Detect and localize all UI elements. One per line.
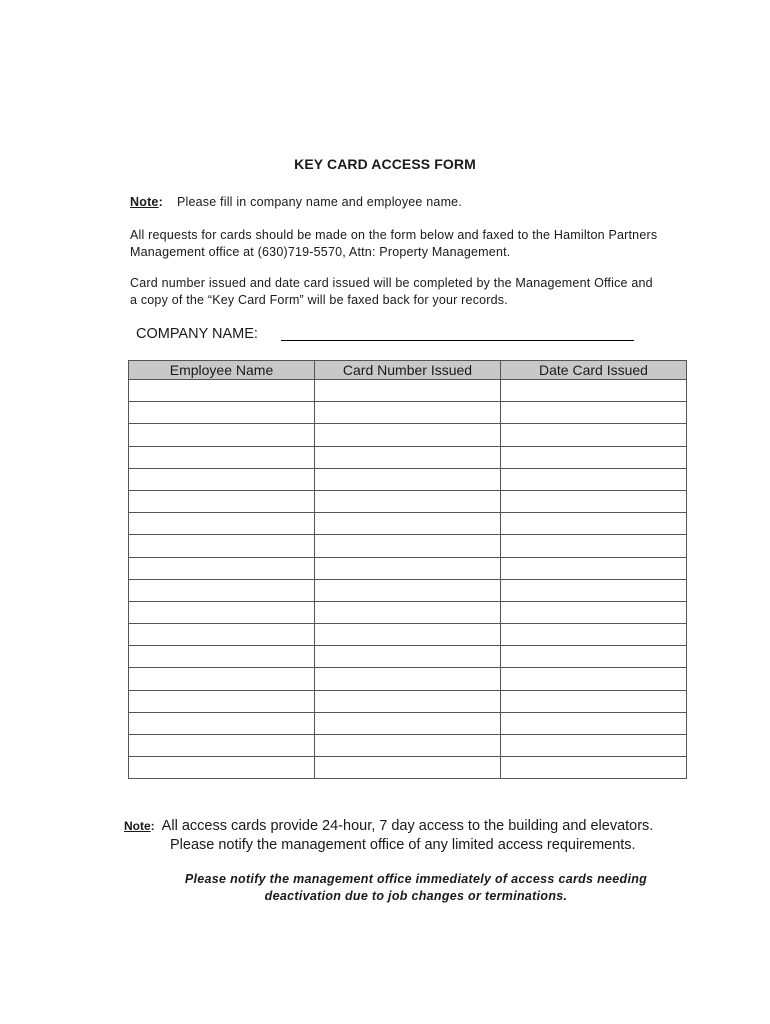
date-issued-cell[interactable] <box>501 402 687 424</box>
card-number-cell[interactable] <box>315 380 501 402</box>
table-row <box>129 757 687 779</box>
date-issued-cell[interactable] <box>501 468 687 490</box>
card-number-cell[interactable] <box>315 490 501 512</box>
date-issued-cell[interactable] <box>501 490 687 512</box>
card-number-cell[interactable] <box>315 535 501 557</box>
card-number-cell[interactable] <box>315 757 501 779</box>
card-number-cell[interactable] <box>315 668 501 690</box>
company-name-field[interactable] <box>281 340 634 341</box>
card-number-cell[interactable] <box>315 735 501 757</box>
employee-name-cell[interactable] <box>129 490 315 512</box>
employee-name-cell[interactable] <box>129 601 315 623</box>
date-issued-cell[interactable] <box>501 601 687 623</box>
card-number-header: Card Number Issued <box>315 361 501 380</box>
employee-name-cell[interactable] <box>129 468 315 490</box>
employee-name-cell[interactable] <box>129 624 315 646</box>
access-note-line-2: Please notify the management office of any limited access requirements. <box>170 837 636 853</box>
card-number-cell[interactable] <box>315 557 501 579</box>
date-issued-cell[interactable] <box>501 513 687 535</box>
note-text: Please fill in company name and employee name. <box>176 195 463 209</box>
table-row <box>129 712 687 734</box>
date-issued-cell[interactable] <box>501 668 687 690</box>
date-issued-cell[interactable] <box>501 690 687 712</box>
employee-name-cell[interactable] <box>129 668 315 690</box>
date-issued-cell[interactable] <box>501 712 687 734</box>
table-row <box>129 490 687 512</box>
table-row <box>129 468 687 490</box>
deactivation-notice-line-1: Please notify the management office immediately of access cards needing <box>184 872 648 886</box>
deactivation-notice <box>0 871 770 905</box>
table-row <box>129 446 687 468</box>
date-issued-cell[interactable] <box>501 446 687 468</box>
table-row <box>129 668 687 690</box>
date-issued-cell[interactable] <box>501 535 687 557</box>
employee-name-header: Employee Name <box>129 361 315 380</box>
card-number-cell[interactable] <box>315 468 501 490</box>
employee-name-cell[interactable] <box>129 712 315 734</box>
employee-name-cell[interactable] <box>129 690 315 712</box>
date-issued-cell[interactable] <box>501 646 687 668</box>
access-note-label: Note <box>124 819 151 833</box>
table-body <box>129 380 687 779</box>
card-number-cell[interactable] <box>315 402 501 424</box>
card-number-cell[interactable] <box>315 513 501 535</box>
note-label: Note <box>130 195 159 209</box>
date-issued-cell[interactable] <box>501 757 687 779</box>
table-row <box>129 402 687 424</box>
table-row <box>129 735 687 757</box>
table-header-row <box>129 361 687 380</box>
card-number-cell[interactable] <box>315 424 501 446</box>
table-row <box>129 601 687 623</box>
form-title: KEY CARD ACCESS FORM <box>294 156 476 172</box>
employee-name-cell[interactable] <box>129 535 315 557</box>
date-issued-cell[interactable] <box>501 624 687 646</box>
employee-name-cell[interactable] <box>129 402 315 424</box>
date-issued-header: Date Card Issued <box>501 361 687 380</box>
card-number-cell[interactable] <box>315 601 501 623</box>
access-note-line-1: All access cards provide 24-hour, 7 day access to the building and elevators. <box>161 818 654 834</box>
card-number-cell[interactable] <box>315 712 501 734</box>
completion-instructions <box>130 275 710 309</box>
date-issued-cell[interactable] <box>501 424 687 446</box>
deactivation-notice-line-2: deactivation due to job changes or terminations. <box>264 889 568 903</box>
access-note <box>124 817 653 855</box>
fax-instructions <box>130 227 710 261</box>
access-note-colon: : <box>150 819 155 833</box>
table-row <box>129 646 687 668</box>
fax-instructions-line-2: Management office at (630)719-5570, Attn: Property Management. <box>130 245 511 259</box>
employee-name-cell[interactable] <box>129 380 315 402</box>
date-issued-cell[interactable] <box>501 735 687 757</box>
company-employee-note <box>130 194 710 211</box>
date-issued-cell[interactable] <box>501 380 687 402</box>
note-colon: : <box>158 195 163 209</box>
table-row <box>129 557 687 579</box>
table-row <box>129 535 687 557</box>
date-issued-cell[interactable] <box>501 579 687 601</box>
employee-name-cell[interactable] <box>129 446 315 468</box>
table-row <box>129 380 687 402</box>
company-name-label: COMPANY NAME: <box>136 326 258 342</box>
card-number-cell[interactable] <box>315 446 501 468</box>
card-number-cell[interactable] <box>315 579 501 601</box>
key-card-table <box>128 360 687 779</box>
table-row <box>129 424 687 446</box>
employee-name-cell[interactable] <box>129 557 315 579</box>
employee-name-cell[interactable] <box>129 735 315 757</box>
date-issued-cell[interactable] <box>501 557 687 579</box>
card-number-cell[interactable] <box>315 646 501 668</box>
employee-name-cell[interactable] <box>129 513 315 535</box>
completion-instructions-line-2: a copy of the “Key Card Form” will be faxed back for your records. <box>130 293 508 307</box>
table-row <box>129 624 687 646</box>
completion-instructions-line-1: Card number issued and date card issued will be completed by the Management Office and <box>130 276 653 290</box>
card-number-cell[interactable] <box>315 690 501 712</box>
employee-name-cell[interactable] <box>129 757 315 779</box>
employee-name-cell[interactable] <box>129 646 315 668</box>
card-number-cell[interactable] <box>315 624 501 646</box>
table-row <box>129 690 687 712</box>
employee-name-cell[interactable] <box>129 424 315 446</box>
fax-instructions-line-1: All requests for cards should be made on the form below and faxed to the Hamilton Partners <box>130 228 658 242</box>
table-row <box>129 513 687 535</box>
table-row <box>129 579 687 601</box>
employee-name-cell[interactable] <box>129 579 315 601</box>
